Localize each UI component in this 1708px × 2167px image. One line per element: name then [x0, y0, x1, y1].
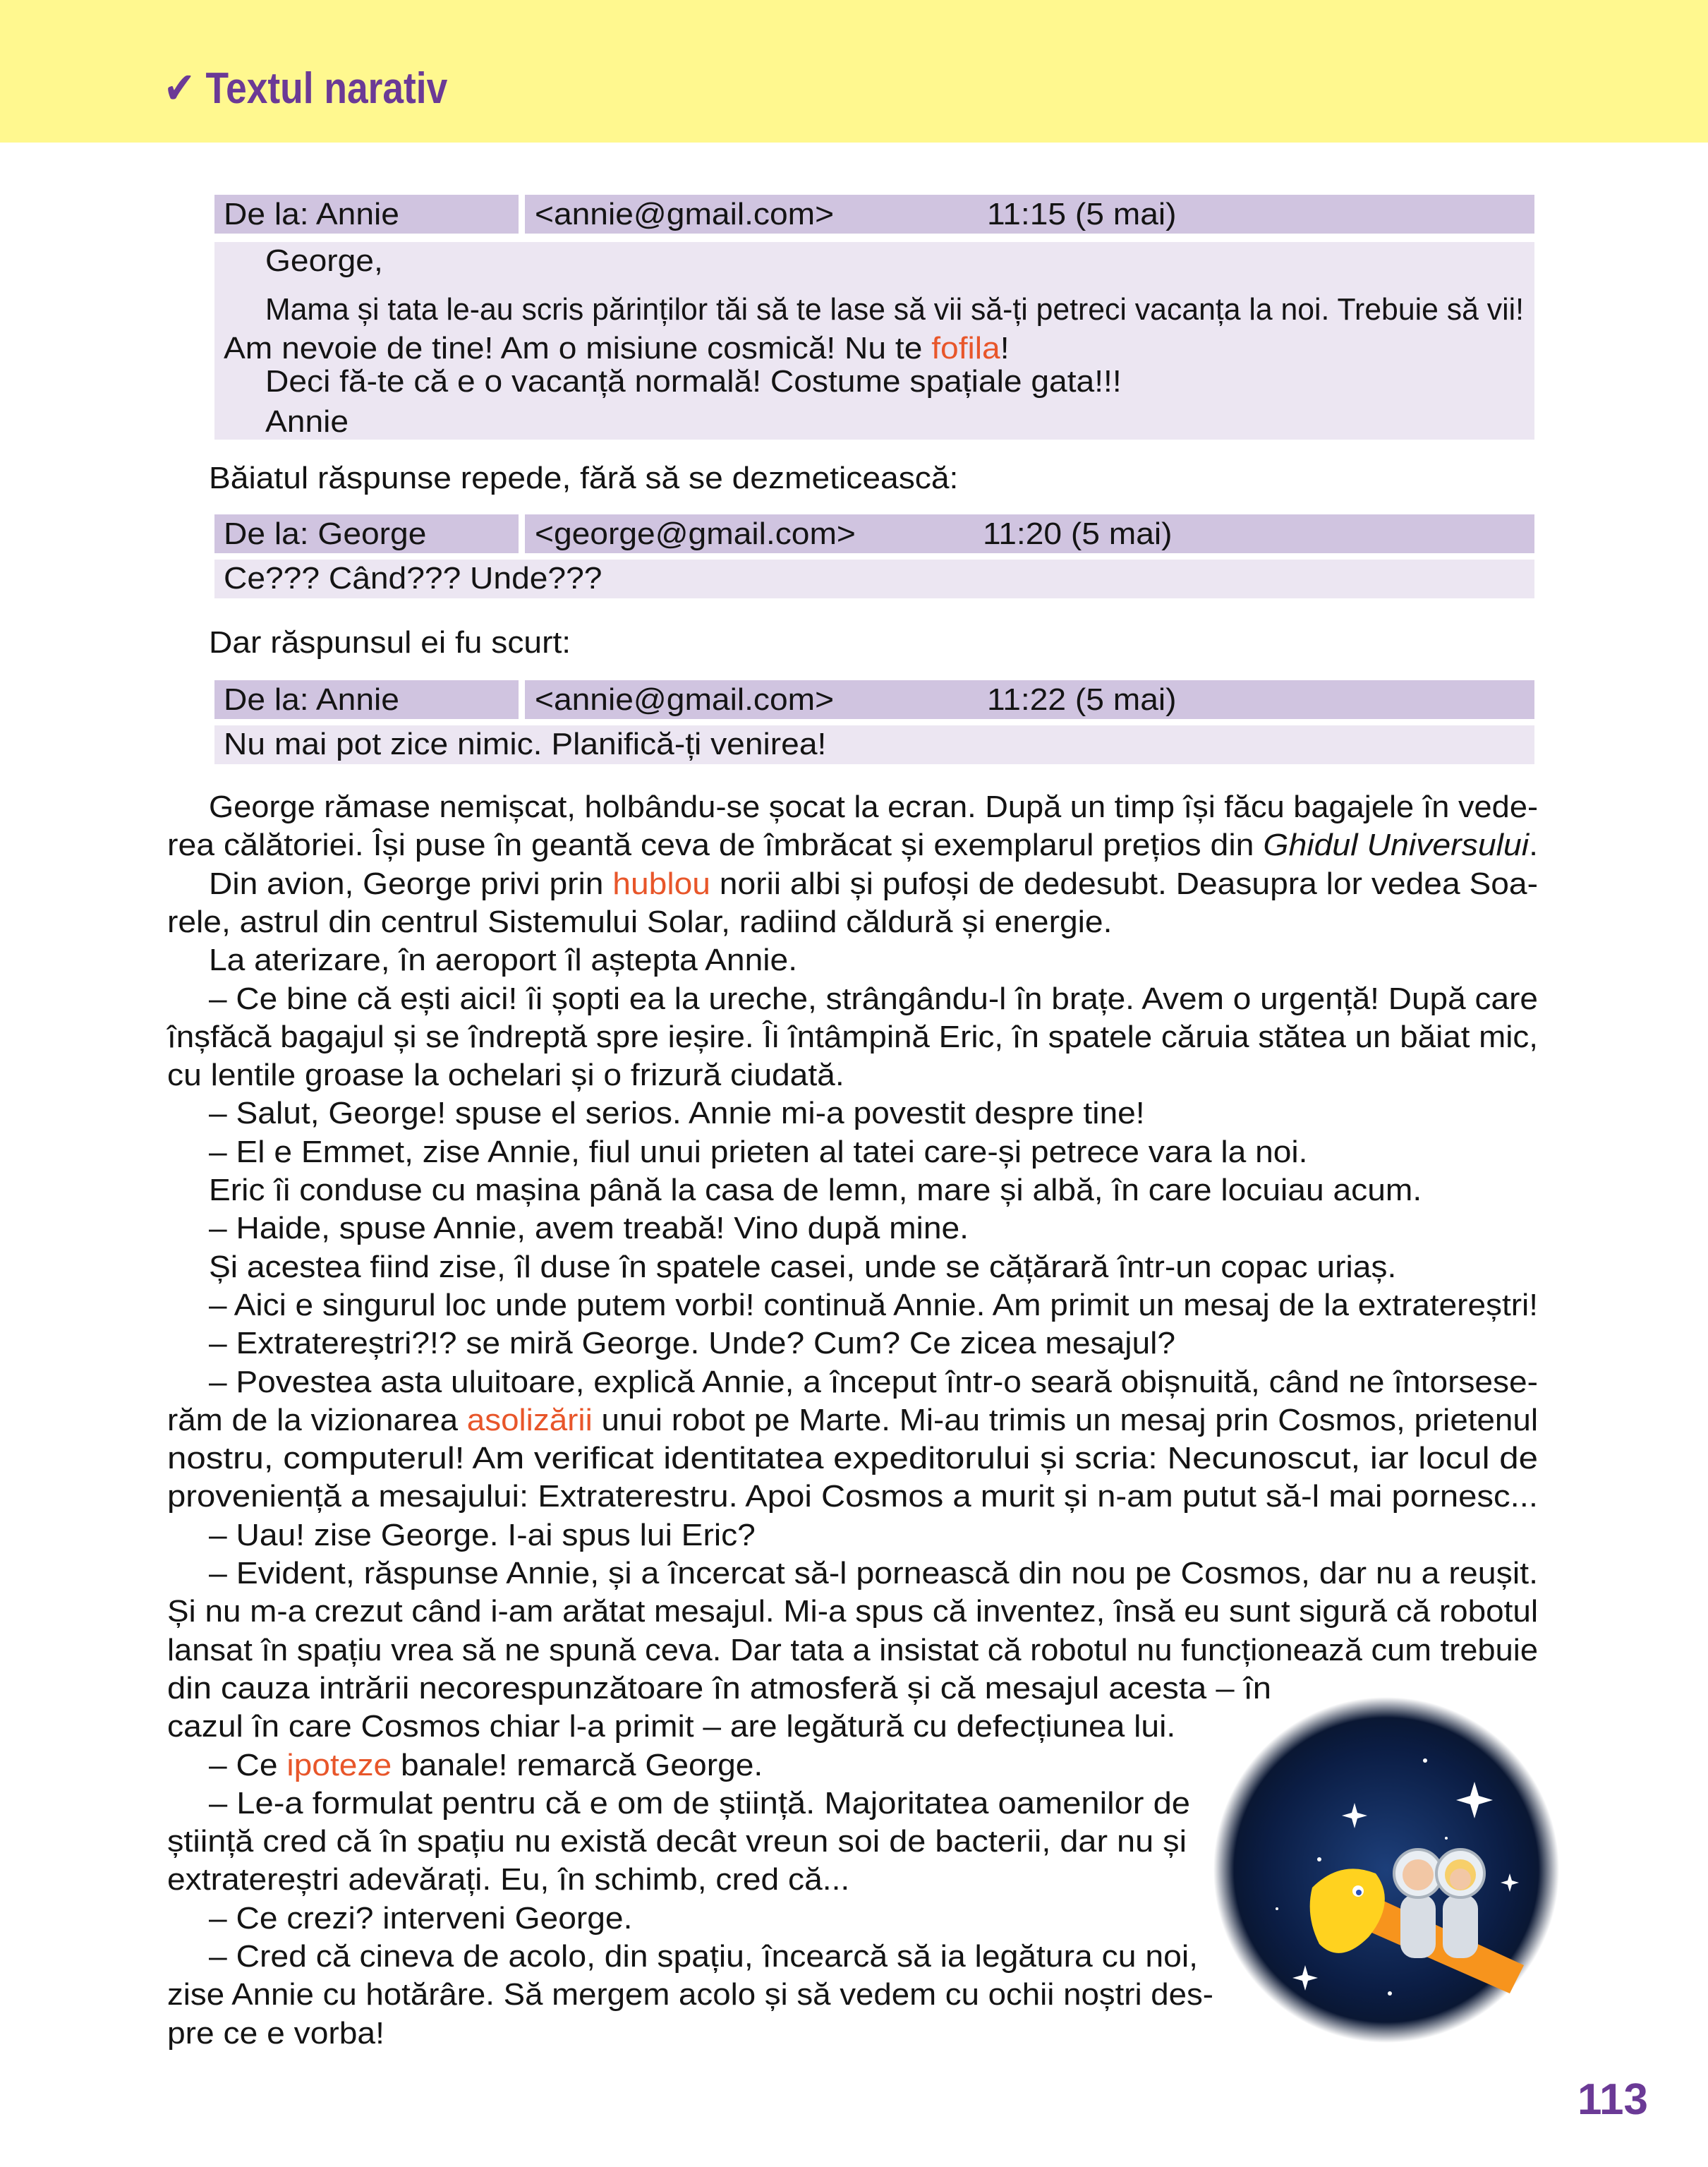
- text-segment: – Salut, George! spuse el serios. Annie mi-a povestit despre tine!: [209, 1096, 1145, 1131]
- text-segment: Eric îi conduse cu mașina până la casa de lemn, mare și albă, în care locuiau acum.: [209, 1173, 1422, 1207]
- story-line: [209, 1171, 1422, 1209]
- text-segment: – Ce: [209, 1747, 287, 1782]
- email-time-text: 11:20 (5 mai): [983, 517, 1173, 551]
- story-line: [167, 2015, 384, 2053]
- story-line-text: [209, 1555, 1538, 1593]
- story-line-text: [209, 1363, 1538, 1401]
- text-segment: – Aici e singurul loc unde putem vorbi! continuă Annie. Am primit un mesaj de la extratereștri!: [209, 1287, 1538, 1322]
- chapter-title-text: Textul narativ: [205, 64, 448, 113]
- story-line: [167, 1631, 1538, 1670]
- text-segment: Am nevoie de tine! Am o misiune cosmică! Nu te: [224, 331, 932, 366]
- story-line: [209, 1324, 1176, 1363]
- story-line: [167, 1593, 1538, 1631]
- story-line-text: [167, 1631, 1538, 1670]
- text-segment: din cauza intrării necorespunzătoare în atmosferă și că mesajul acesta – în: [167, 1670, 1271, 1706]
- text-segment: Din avion, George privi prin: [209, 866, 613, 901]
- text-segment: înșfăcă bagajul și se îndreptă spre ieșire. Îi întâmpină Eric, în spatele căruia stătea un băiat mic,: [167, 1019, 1538, 1054]
- story-line: [209, 1555, 1538, 1593]
- text-segment: – Haide, spuse Annie, avem treabă! Vino după mine.: [209, 1211, 969, 1246]
- email-body-line: [224, 330, 1010, 368]
- email-body-line: [224, 725, 827, 763]
- glossary-word: hublou: [612, 866, 710, 901]
- email-body-line-text: [265, 291, 1524, 329]
- text-segment: pre ce e vorba!: [167, 2015, 384, 2051]
- story-line-text: [167, 1018, 1538, 1056]
- narration-line: [209, 459, 959, 497]
- story-line: [167, 903, 1113, 941]
- email-sender-text: De la: George: [224, 517, 427, 551]
- story-line: [209, 1209, 969, 1248]
- text-segment: .: [1529, 828, 1538, 863]
- email-sender: [224, 515, 427, 553]
- email-time-text: 11:22 (5 mai): [987, 682, 1177, 717]
- chapter-title: [164, 62, 494, 114]
- story-line-text: [209, 1171, 1422, 1209]
- story-line-text: [167, 1478, 1538, 1516]
- story-line: [209, 1900, 633, 1938]
- story-line-text: [167, 1401, 1538, 1439]
- story-line: [167, 1018, 1538, 1056]
- email-address: [535, 515, 856, 553]
- story-line: [167, 1478, 1538, 1516]
- story-line: [209, 865, 1538, 903]
- text-segment: George rămase nemișcat, holbându-se șocat la ecran. După un timp își făcu bagajele în vede-: [209, 790, 1538, 824]
- email-time: [983, 515, 1173, 553]
- glossary-word: asolizării: [466, 1402, 593, 1437]
- text-segment: – Le-a formulat pentru că e om de știință. Majoritatea oamenilor de: [209, 1785, 1190, 1821]
- text-segment: extratereștri adevărați. Eu, în schimb, cred că...: [167, 1862, 850, 1897]
- story-line-text: [209, 1133, 1308, 1171]
- text-segment: zise Annie cu hotărâre. Să mergem acolo și să vedem cu ochii noștri des-: [167, 1977, 1213, 2012]
- story-line: [167, 1861, 850, 1899]
- story-line: [209, 1516, 756, 1555]
- story-line-text: [209, 980, 1538, 1018]
- email-sender: [224, 195, 399, 234]
- text-segment: rele, astrul din centrul Sistemului Solar, radiind căldură și energie.: [167, 904, 1113, 939]
- text-segment: proveniență a mesajului: Extraterestru. Apoi Cosmos a murit și n-am putut să-l mai pornesc...: [167, 1479, 1538, 1514]
- narration-line-text: Dar răspunsul ei fu scurt:: [209, 625, 571, 660]
- story-line-text: [209, 1785, 1190, 1823]
- story-line: [209, 1938, 1198, 1976]
- text-segment: George,: [265, 243, 383, 278]
- text-segment: La aterizare, în aeroport îl aștepta Annie.: [209, 943, 798, 978]
- text-segment: știință cred că în spațiu nu există decât vreun soi de bacterii, dar nu și: [167, 1824, 1187, 1859]
- text-segment: – Povestea asta uluitoare, explică Annie, a început într-o seară obișnuită, când ne întorsese-: [209, 1364, 1538, 1399]
- email-address: [535, 195, 835, 234]
- text-segment: cazul în care Cosmos chiar l-a primit – are legătură cu defecțiunea lui.: [167, 1709, 1176, 1744]
- email-body-line-text: [265, 242, 383, 280]
- story-line: [167, 826, 1538, 864]
- story-line: [209, 788, 1538, 826]
- astronauts-riding-star-illustration: [1213, 1697, 1559, 2043]
- story-line-text: [167, 1861, 849, 1899]
- email-address: [535, 681, 835, 719]
- email-body-line-text: [224, 330, 1010, 368]
- text-segment: Deci fă-te că e o vacanță normală! Costume spațiale gata!!!: [265, 364, 1122, 399]
- story-line-text: [209, 941, 797, 979]
- story-line-text: [209, 1248, 1396, 1286]
- text-segment: Nu mai pot zice nimic. Planifică-ți venirea!: [224, 727, 827, 761]
- story-line: [167, 1823, 1187, 1861]
- email-sender-text: De la: Annie: [224, 197, 399, 231]
- text-segment: Și acestea fiind zise, îl duse în spatele casei, unde se cățărară într-un copac uriaș.: [209, 1249, 1397, 1284]
- text-segment: lansat în spațiu vrea să ne spună ceva. Dar tata a insistat că robotul nu funcționează cum trebuie: [167, 1632, 1538, 1667]
- text-segment: rea călătoriei. Își puse în geantă ceva de îmbrăcat și exemplarul prețios din: [167, 828, 1264, 863]
- text-segment: banale! remarcă George.: [392, 1747, 763, 1782]
- text-segment: – Cred că cineva de acolo, din spațiu, încearcă să ia legătura cu noi,: [209, 1939, 1198, 1974]
- email-address-text: <george@gmail.com>: [535, 517, 856, 551]
- glossary-word: fofila: [931, 331, 1000, 366]
- text-segment: Annie: [265, 404, 349, 439]
- story-line: [209, 1785, 1190, 1823]
- narration-line: [209, 624, 571, 662]
- email-time: [987, 195, 1177, 234]
- story-line-text: [167, 826, 1538, 864]
- text-segment: Mama și tata le-au scris părinților tăi să te lase să vii să-ți petreci vacanța la noi. Trebuie să vii!: [265, 292, 1524, 327]
- text-segment: !: [1000, 331, 1010, 366]
- story-line-text: [167, 1708, 1175, 1746]
- story-line-text: [209, 788, 1538, 826]
- story-line: [209, 1133, 1308, 1171]
- story-line-text: [167, 1976, 1213, 2014]
- text-segment: – Extratereștri?!? se miră George. Unde? Cum? Ce zicea mesajul?: [209, 1326, 1176, 1361]
- email-body-line-text: [265, 363, 1122, 401]
- story-line: [209, 1286, 1538, 1324]
- story-line: [209, 1094, 1145, 1133]
- text-segment: răm de la vizionarea: [167, 1402, 467, 1437]
- story-line-text: [209, 1900, 632, 1938]
- text-segment: Ce??? Când??? Unde???: [224, 561, 602, 596]
- email-body-line: [265, 291, 1561, 329]
- email-body-line: [265, 363, 1122, 401]
- story-line-text: [209, 1516, 756, 1555]
- story-line: [167, 1670, 1271, 1708]
- text-segment: norii albi și pufoși de dedesubt. Deasupra lor vedea Soa-: [710, 866, 1538, 901]
- narration-line-text: Băiatul răspunse repede, fără să se dezmeticească:: [209, 461, 959, 495]
- email-time-text: 11:15 (5 mai): [987, 197, 1177, 231]
- text-segment: – Ce crezi? interveni George.: [209, 1900, 633, 1936]
- text-segment: cu lentile groase la ochelari și o frizură ciudată.: [167, 1058, 844, 1093]
- email-body-line-text: [224, 725, 826, 763]
- text-segment: – El e Emmet, zise Annie, fiul unui prieten al tatei care-și petrece vara la noi.: [209, 1134, 1308, 1169]
- story-line-text: [209, 1094, 1145, 1133]
- story-line: [209, 1746, 763, 1785]
- email-address-text: <annie@gmail.com>: [535, 682, 835, 717]
- story-line: [209, 980, 1538, 1018]
- email-address-text: <annie@gmail.com>: [535, 197, 835, 231]
- story-line-text: [167, 1823, 1187, 1861]
- story-line-text: [167, 2015, 384, 2053]
- email-body-line-text: [265, 403, 349, 441]
- story-line-text: [209, 1324, 1175, 1363]
- email-sender-text: De la: Annie: [224, 682, 399, 717]
- story-line-text: [209, 1938, 1198, 1976]
- story-line: [209, 1363, 1538, 1401]
- story-line: [167, 1439, 1538, 1478]
- text-segment: – Ce bine că ești aici! îi șopti ea la ureche, strângându-l în brațe. Avem o urgență! După care: [209, 981, 1538, 1016]
- story-line: [209, 941, 798, 979]
- story-line: [167, 1976, 1213, 2014]
- text-segment: Și nu m-a crezut când i-am arătat mesajul. Mi-a spus că inventez, însă eu sunt sigură că robotul: [167, 1594, 1538, 1629]
- story-line-text: [167, 1670, 1271, 1708]
- text-segment: – Evident, răspunse Annie, și a încercat să-l pornească din nou pe Cosmos, dar nu a reușit.: [209, 1556, 1538, 1590]
- story-line-text: [209, 1286, 1538, 1324]
- glossary-word: ipoteze: [286, 1747, 392, 1782]
- story-line-text: [209, 865, 1538, 903]
- story-line: [167, 1708, 1176, 1746]
- text-segment: nostru, computerul! Am verificat identitatea expeditorului și scria: Necunoscut, iar locul de: [167, 1441, 1538, 1476]
- story-line-text: [167, 1056, 844, 1094]
- story-line: [167, 1056, 844, 1094]
- story-line-text: [209, 1746, 763, 1785]
- story-line-text: [167, 903, 1112, 941]
- email-time: [987, 681, 1177, 719]
- email-body-line: [265, 403, 349, 441]
- story-line-text: [167, 1593, 1538, 1631]
- email-body-line: [224, 560, 602, 598]
- text-segment: – Uau! zise George. I-ai spus lui Eric?: [209, 1517, 756, 1552]
- text-segment: unui robot pe Marte. Mi-au trimis un mesaj prin Cosmos, prietenul: [592, 1402, 1538, 1437]
- book-title: Ghidul Universului: [1263, 828, 1530, 863]
- story-line-text: [167, 1439, 1538, 1478]
- story-line: [209, 1248, 1397, 1286]
- check-icon: ✔: [164, 64, 195, 113]
- story-line-text: [209, 1209, 969, 1248]
- email-body-line-text: [224, 560, 602, 598]
- story-line: [167, 1401, 1538, 1439]
- email-body-line: [265, 242, 383, 280]
- page-number: 113: [1577, 2075, 1649, 2124]
- email-sender: [224, 681, 399, 719]
